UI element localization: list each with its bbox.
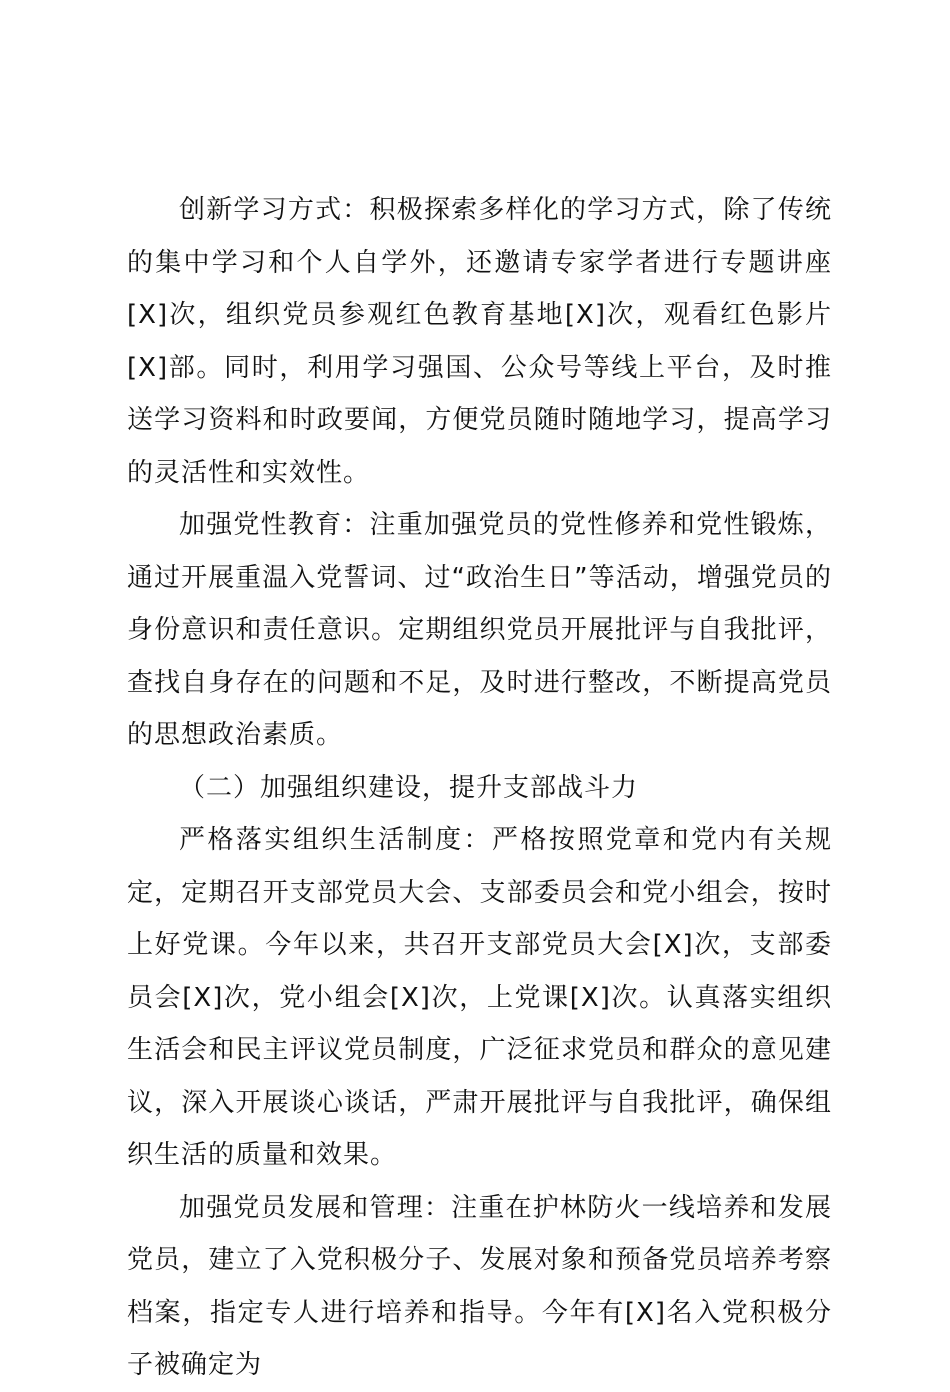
section-heading-organization-building: （二）加强组织建设，提升支部战斗力: [179, 772, 639, 803]
paragraph-party-spirit-education: 加强党性教育：注重加强党员的党性修养和党性锻炼，通过开展重温入党誓词、过“政治生日”等活动，增强党员的身份意识和责任意识。定期组织党员开展批评与自我批评，查找自身存在的问题和不足，及时进行整改，不断提高党员的思想政治素质。: [127, 510, 832, 750]
paragraph-innovative-learning: 创新学习方式：积极探索多样化的学习方式，除了传统的集中学习和个人自学外，还邀请专家学者进行专题讲座[X]次，组织党员参观红色教育基地[X]次，观看红色影片[X]部。同时，利用学习强国、公众号等线上平台，及时推送学习资料和时政要闻，方便党员随时随地学习，提高学习的灵活性和实效性。: [127, 195, 832, 488]
paragraph-member-development: 加强党员发展和管理：注重在护林防火一线培养和发展党员，建立了入党积极分子、发展对象和预备党员培养考察档案，指定专人进行培养和指导。今年有[X]名入党积极分子被确定为: [127, 1192, 832, 1380]
paragraph-organizational-life: 严格落实组织生活制度：严格按照党章和党内有关规定，定期召开支部党员大会、支部委员会和党小组会，按时上好党课。今年以来，共召开支部党员大会[X]次，支部委员会[X]次，党小组会[X]次，上党课[X]次。认真落实组织生活会和民主评议党员制度，广泛征求党员和群众的意见建议，深入开展谈心谈话，严肃开展批评与自我批评，确保组织生活的质量和效果。: [127, 825, 832, 1170]
document-body: [127, 184, 832, 1392]
